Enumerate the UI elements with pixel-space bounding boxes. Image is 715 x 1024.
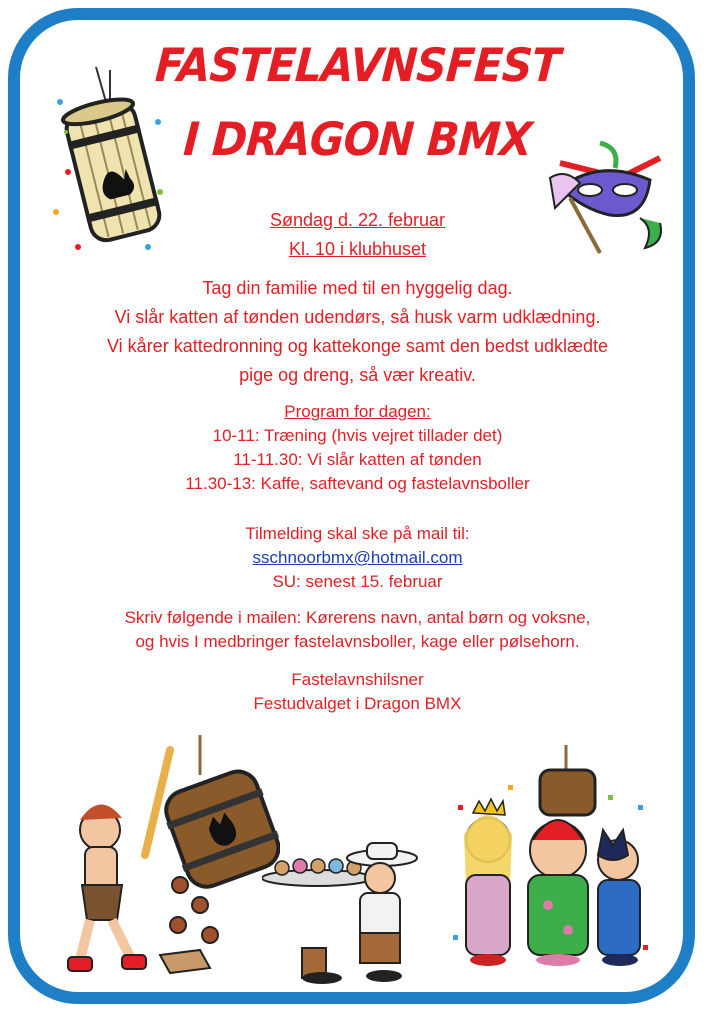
- program-item: 11-11.30: Vi slår katten af tønden: [233, 450, 482, 469]
- boy-hitting-barrel-illustration: [60, 735, 280, 985]
- intro-block: [0, 274, 715, 390]
- intro-line: Tag din familie med til en hyggelig dag.: [202, 278, 513, 298]
- closing-signature: Festudvalget i Dragon BMX: [253, 694, 462, 713]
- signup-block: [0, 522, 715, 594]
- closing-block: [0, 668, 715, 716]
- cowboy-with-tray-illustration: [262, 838, 422, 988]
- signup-text: Tilmelding skal ske på mail til:: [245, 524, 470, 543]
- title-line-1: FASTELAVNSFEST: [153, 38, 562, 92]
- event-date: Søndag d. 22. februar: [269, 210, 446, 230]
- mail-info-line: og hvis I medbringer fastelavnsboller, kage eller pølsehorn.: [135, 632, 580, 651]
- event-time: Kl. 10 i klubhuset: [288, 239, 427, 259]
- mail-info-line: Skriv følgende i mailen: Kørerens navn, antal børn og voksne,: [124, 608, 591, 627]
- closing-greeting: Fastelavnshilsner: [291, 670, 424, 689]
- intro-line: Vi kårer kattedronning og kattekonge samt den bedst udklædte: [107, 336, 608, 356]
- program-block: [0, 400, 715, 496]
- program-heading: Program for dagen:: [284, 402, 431, 421]
- intro-line: pige og dreng, så vær kreativ.: [239, 365, 476, 385]
- program-item: 10-11: Træning (hvis vejret tillader det): [212, 426, 503, 445]
- mail-info-block: [0, 606, 715, 654]
- email-link[interactable]: sschnoorbmx@hotmail.com: [252, 548, 463, 567]
- signup-deadline: SU: senest 15. februar: [272, 572, 443, 591]
- title-line-2: I DRAGON BMX: [181, 112, 534, 166]
- intro-line: Vi slår katten af tønden udendørs, så husk varm udklædning.: [114, 307, 601, 327]
- date-block: [0, 206, 715, 264]
- costumed-kids-illustration: [448, 745, 658, 980]
- program-item: 11.30-13: Kaffe, saftevand og fastelavnsboller: [185, 474, 530, 493]
